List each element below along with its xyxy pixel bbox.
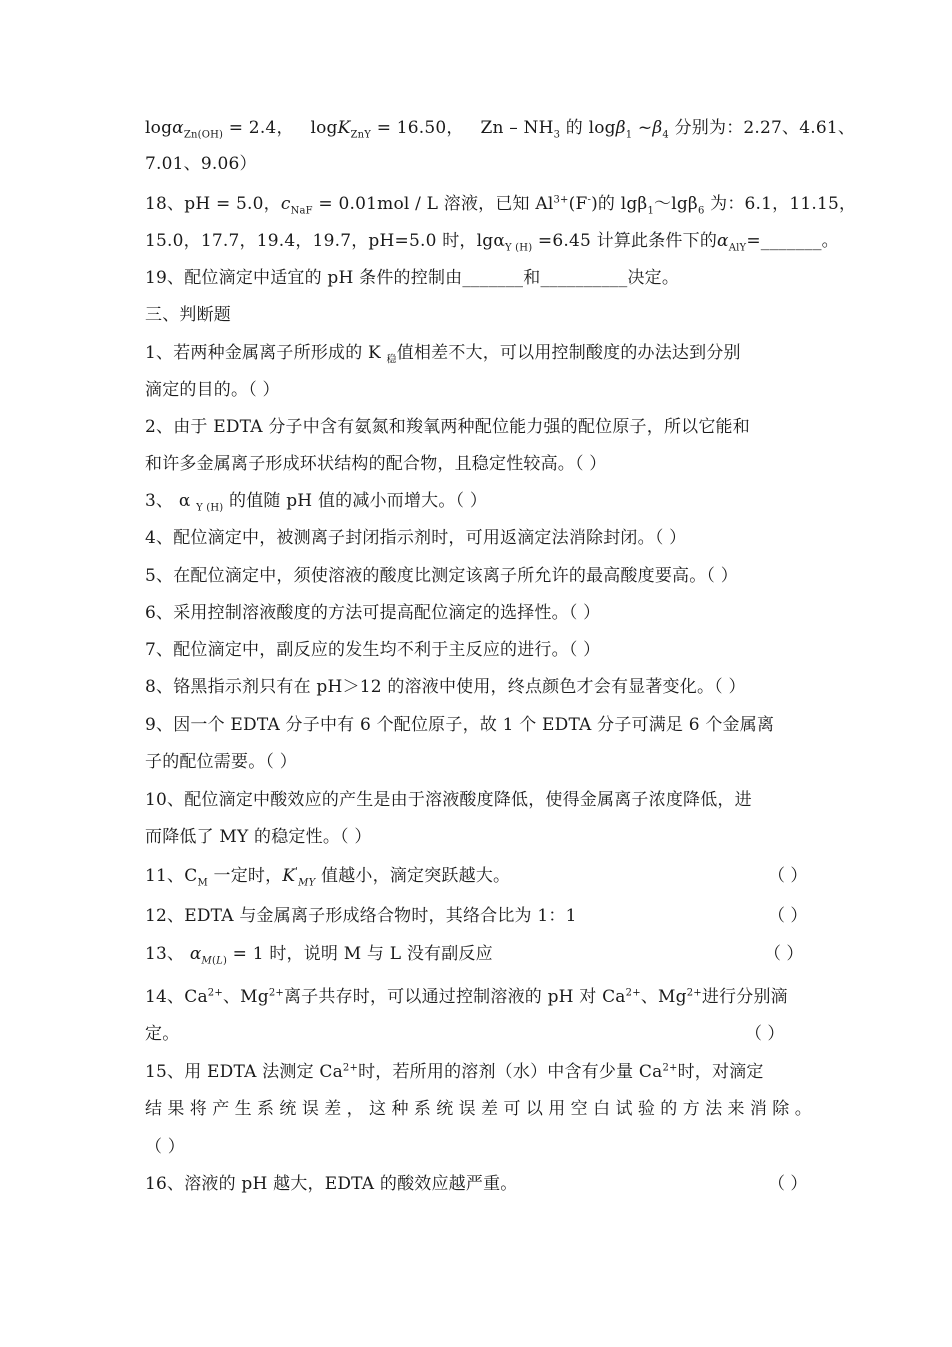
- judgement-2-line-1: 2、由于 EDTA 分子中含有氨氮和羧氧两种配位能力强的配位原子，所以它能和: [145, 417, 750, 437]
- judgement-13-answer-blank: （ ）: [764, 944, 804, 964]
- judgement-9-line-2: 子的配位需要。（ ）: [145, 752, 297, 772]
- judgement-2-line-2: 和许多金属离子形成环状结构的配合物，且稳定性较高。（ ）: [145, 454, 607, 474]
- judgement-8: 8、铬黑指示剂只有在 pH＞12 的溶液中使用，终点颜色才会有显著变化。（ ）: [145, 677, 746, 697]
- judgement-10-line-1: 10、配位滴定中酸效应的产生是由于溶液酸度降低，使得金属离子浓度降低，进: [145, 790, 752, 810]
- judgement-10-line-2: 而降低了 MY 的稳定性。（ ）: [145, 827, 372, 847]
- judgement-11: 11、$C_M$ 一定时，$K'_{MY}$ 值越小，滴定突跃越大。: [145, 866, 511, 889]
- judgement-7: 7、配位滴定中，副反应的发生均不利于主反应的进行。（ ）: [145, 640, 601, 660]
- judgement-13: 13、 $\alpha_{M(L)} = 1$ 时，说明 M 与 L 没有副反应: [145, 944, 493, 967]
- judgement-11-answer-blank: （ ）: [768, 866, 808, 886]
- section-heading-judgement: 三、判断题: [145, 305, 231, 325]
- judgement-15-line-1: 15、用 EDTA 法测定 $Ca^{2+}$时，若所用的溶剂（水）中含有少量 $Ca^{2+}$时，对滴定: [145, 1062, 764, 1082]
- judgement-16-answer-blank: （ ）: [768, 1174, 808, 1194]
- question-18-line-1: 18、pH = 5.0，$c_{NaF} = 0.01mol / L$ 溶液，已知 $Al^{3+}(F^-)$的 lgβ$_1$～lgβ$_6$ 为：6.1，11.15，: [145, 194, 857, 217]
- question-19: 19、配位滴定中适宜的 pH 条件的控制由_______和__________决定。: [145, 268, 680, 288]
- judgement-12-answer-blank: （ ）: [768, 906, 808, 926]
- judgement-1-line-1: 1、若两种金属离子所形成的 K $_稳$值相差不大，可以用控制酸度的办法达到分别: [145, 343, 741, 366]
- judgement-12: 12、EDTA 与金属离子形成络合物时，其络合比为 1：1: [145, 906, 577, 926]
- question-18-line-2: 15.0，17.7，19.4，19.7，pH=5.0 时，lgα$_{Y (H)}$ =6.45 计算此条件下的$\alpha_{AlY}=\_\_\_\_\_\_\_$。: [145, 231, 839, 254]
- judgement-4: 4、配位滴定中，被测离子封闭指示剂时，可用返滴定法消除封闭。（ ）: [145, 528, 687, 548]
- judgement-14-line-2: 定。: [145, 1024, 180, 1044]
- judgement-1-line-2: 滴定的目的。（ ）: [145, 380, 280, 400]
- judgement-15-line-3: （ ）: [145, 1137, 186, 1157]
- judgement-3: 3、 α $_{Y (H)}$ 的值随 pH 值的减小而增大。（ ）: [145, 491, 488, 514]
- judgement-15-line-2: 结 果 将 产 生 系 统 误 差 ， 这 种 系 统 误 差 可 以 用 空 白 试 验 的 方 法 来 消 除 。: [145, 1099, 812, 1119]
- text-line-1: logα$_{Zn(OH)}$ = 2.4， logK$_{ZnY}$ = 16.50， Zn – $NH_3$ 的 logβ$_1$ $\sim\beta_4$ 分别为：2.27、4.61、: [145, 118, 856, 141]
- judgement-14-answer-blank: （ ）: [745, 1024, 785, 1044]
- judgement-14-line-1: 14、$Ca^{2+}$、$Mg^{2+}$离子共存时，可以通过控制溶液的 pH 对 $Ca^{2+}$、$Mg^{2+}$进行分别滴: [145, 987, 788, 1007]
- judgement-5: 5、在配位滴定中，须使溶液的酸度比测定该离子所允许的最高酸度要高。（ ）: [145, 566, 738, 586]
- text-line-2: 7.01、9.06）: [145, 154, 257, 174]
- judgement-16: 16、溶液的 pH 越大，EDTA 的酸效应越严重。: [145, 1174, 518, 1194]
- judgement-6: 6、采用控制溶液酸度的方法可提高配位滴定的选择性。（ ）: [145, 603, 601, 623]
- judgement-9-line-1: 9、因一个 EDTA 分子中有 6 个配位原子，故 1 个 EDTA 分子可满足 6 个金属离: [145, 715, 775, 735]
